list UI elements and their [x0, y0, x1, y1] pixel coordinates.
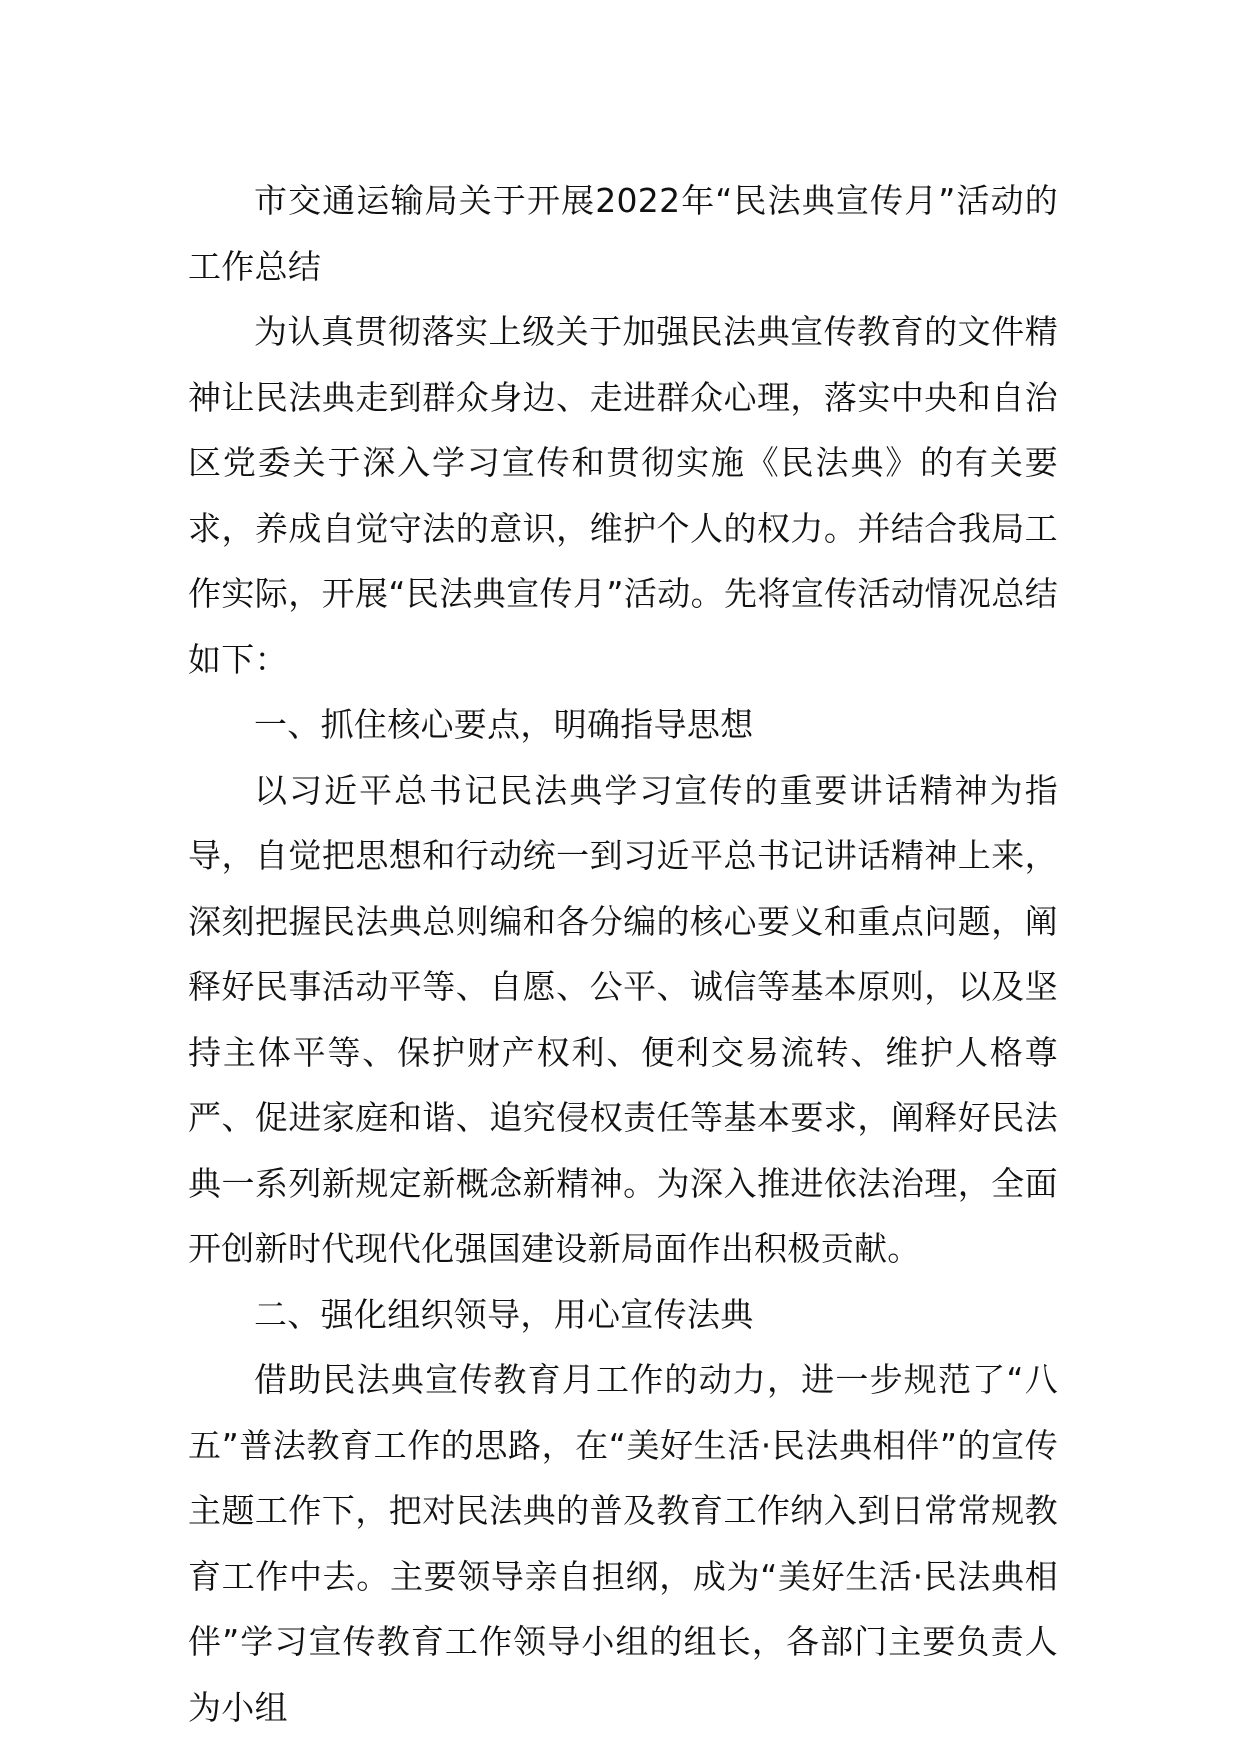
paragraph-section-1: 以习近平总书记民法典学习宣传的重要讲话精神为指导，自觉把思想和行动统一到习近平总书记讲话精神上来，深刻把握民法典总则编和各分编的核心要义和重点问题，阐释好民事活动平等、自愿、公平、诚信等基本原则，以及坚持主体平等、保护财产权利、便利交易流转、维护人格尊严、促进家庭和谐、追究侵权责任等基本要求，阐释好民法典一系列新规定新概念新精神。为深入推进依法治理，全面开创新时代现代化强国建设新局面作出积极贡献。: [188, 770, 1058, 1268]
paragraph-intro: 为认真贯彻落实上级关于加强民法典宣传教育的文件精神让民法典走到群众身边、走进群众心理，落实中央和自治区党委关于深入学习宣传和贯彻实施《民法典》的有关要求，养成自觉守法的意识，维护个人的权力。并结合我局工作实际，开展“民法典宣传月”活动。先将宣传活动情况总结如下：: [188, 312, 1058, 679]
section-heading-1: 一、抓住核心要点，明确指导思想: [254, 705, 754, 744]
paragraph-section-2: 借助民法典宣传教育月工作的动力，进一步规范了“八五”普法教育工作的思路，在“美好生活·民法典相伴”的宣传主题工作下，把对民法典的普及教育工作纳入到日常常规教育工作中去。主要领导亲自担纲，成为“美好生活·民法典相伴”学习宣传教育工作领导小组的组长，各部门主要负责人为小组: [188, 1360, 1058, 1727]
document-body: [188, 168, 1058, 1740]
document-title: 市交通运输局关于开展2022年“民法典宣传月”活动的工作总结: [188, 181, 1058, 286]
section-heading-2: 二、强化组织领导，用心宣传法典: [254, 1294, 754, 1334]
